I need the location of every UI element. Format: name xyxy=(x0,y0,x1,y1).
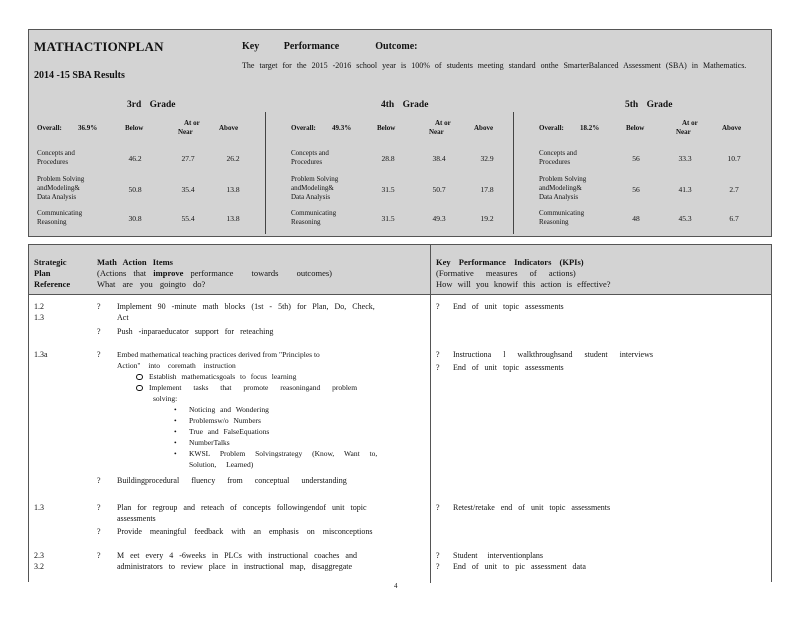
circle-bullet-icon xyxy=(136,385,143,391)
cell-near: 35.4 xyxy=(181,185,195,194)
kpo-outcome: Outcome: xyxy=(375,41,418,52)
bullet-marker: ? xyxy=(436,551,440,560)
cell-below: 48 xyxy=(632,214,640,223)
grade-title: 3rd Grade xyxy=(127,100,176,110)
overall-value: 18.2% xyxy=(580,124,600,132)
grade-divider xyxy=(265,112,266,234)
header-line: What are you goingto do? xyxy=(97,279,206,289)
bullet-marker: ? xyxy=(436,503,440,512)
col-near xyxy=(429,119,451,137)
cell-below: 30.8 xyxy=(128,214,142,223)
row-label-concepts xyxy=(291,149,353,167)
cell-near: 50.7 xyxy=(432,185,446,194)
document-title: MATHACTIONPLAN xyxy=(34,39,164,54)
header-line: Reference xyxy=(34,279,71,289)
cell-above: 10.7 xyxy=(727,154,741,163)
action-item xyxy=(117,301,417,323)
overall-label: Overall: xyxy=(291,124,316,132)
header-strategic-plan-reference xyxy=(34,257,70,290)
overall-label: Overall: xyxy=(37,124,62,132)
col-above: Above xyxy=(219,124,239,132)
header-text: (Actions that xyxy=(97,268,147,278)
cell-above: 13.8 xyxy=(226,214,240,223)
header-math-action-items xyxy=(97,257,417,290)
row-label-problem-solving xyxy=(291,175,353,202)
kpi-item: Retest/retake end of unit topic assessments xyxy=(453,503,611,512)
header-line: Math Action Items xyxy=(97,257,173,267)
action-item: Buildingprocedural fluency from conceptual understanding xyxy=(117,476,347,485)
col-near-line-2: Near xyxy=(429,128,444,136)
bullet-marker: ? xyxy=(97,327,101,336)
row-1-reference xyxy=(34,301,44,323)
bullet-line: • KWSL Problem Solvingstrategy (Know, Want to, xyxy=(189,449,378,458)
label-line: andModeling& xyxy=(37,184,80,192)
action-item xyxy=(117,550,417,572)
overall-value: 36.9% xyxy=(78,124,98,132)
cell-below: 46.2 xyxy=(128,154,142,163)
kpo-target-text: The target for the 2015 -2016 school year is 100% of students meeting standard onthe SmarterBalanced Assessment (SBA) in Mathematics. xyxy=(242,61,747,70)
bullet-item: • Noticing and Wondering xyxy=(189,404,269,415)
label-line: Data Analysis xyxy=(291,193,331,201)
cell-below: 31.5 xyxy=(381,185,395,194)
cell-below: 31.5 xyxy=(381,214,395,223)
sba-results-subtitle: 2014 -15 SBA Results xyxy=(34,70,125,81)
overall-label: Overall: xyxy=(539,124,564,132)
cell-near: 27.7 xyxy=(181,154,195,163)
grade-divider xyxy=(513,112,514,234)
sub-item-text: Implement tasks that promote reasoningand problem xyxy=(149,383,358,392)
label-line: Procedures xyxy=(291,158,323,166)
label-line: Problem Solving xyxy=(37,175,85,183)
row-label-concepts xyxy=(37,149,99,167)
sub-item xyxy=(136,382,396,404)
bullet-marker: ? xyxy=(436,562,440,571)
bullet-marker: ? xyxy=(436,302,440,311)
kpo-label: Key Performance xyxy=(242,41,340,52)
sub-item xyxy=(136,371,296,382)
row-label-problem-solving xyxy=(37,175,99,202)
cell-above: 17.8 xyxy=(480,185,494,194)
action-item: Provide meaningful feedback with an emphasis on misconceptions xyxy=(117,527,373,536)
ref-line: 1.2 xyxy=(34,302,44,311)
cell-below: 50.8 xyxy=(128,185,142,194)
grade-title: 5th Grade xyxy=(625,100,673,110)
kpi-item: End of unit to pic assessment data xyxy=(453,562,586,571)
bullet-marker: ? xyxy=(436,350,440,359)
label-line: Reasoning xyxy=(539,218,569,226)
action-line: Embed mathematical teaching practices derived from "Principles to xyxy=(117,350,320,359)
col-above: Above xyxy=(722,124,742,132)
bullet-marker: ? xyxy=(97,476,101,485)
col-near-line-1: At or xyxy=(682,119,698,127)
header-line: How will you knowif this action is effective? xyxy=(436,279,611,289)
cell-above: 6.7 xyxy=(729,214,739,223)
col-below: Below xyxy=(377,124,396,132)
action-line: administrators to review place in instructional map, disaggregate xyxy=(117,562,353,571)
action-item: Push -inparaeducator support for reteaching xyxy=(117,327,274,336)
col-above: Above xyxy=(474,124,494,132)
cell-near: 33.3 xyxy=(678,154,692,163)
page-number: 4 xyxy=(394,582,398,590)
kpi-item: End of unit topic assessments xyxy=(453,302,564,311)
header-line: Key Performance Indicators (KPIs) xyxy=(436,257,584,267)
cell-above: 13.8 xyxy=(226,185,240,194)
grade-4-results xyxy=(291,92,535,238)
cell-near: 41.3 xyxy=(678,185,692,194)
cell-below: 56 xyxy=(632,154,640,163)
row-3-reference: 1.3 xyxy=(34,503,44,512)
action-line: assessments xyxy=(117,514,156,523)
label-line: Concepts and xyxy=(291,149,329,157)
grade-title: 4th Grade xyxy=(381,100,429,110)
header-line xyxy=(97,268,417,279)
overall-value: 49.3% xyxy=(332,124,352,132)
action-plan-table xyxy=(28,244,772,582)
label-line: Problem Solving xyxy=(291,175,339,183)
label-line: Communicating xyxy=(291,209,337,217)
header-line: Plan xyxy=(34,268,51,278)
cell-near: 38.4 xyxy=(432,154,446,163)
label-line: Concepts and xyxy=(37,149,75,157)
sba-results-panel xyxy=(28,29,772,237)
label-line: Communicating xyxy=(539,209,585,217)
sub-item-text: solving: xyxy=(153,394,178,403)
row-label-communicating xyxy=(539,209,601,227)
bullet-marker: ? xyxy=(97,527,101,536)
label-line: andModeling& xyxy=(291,184,334,192)
bullet-marker: ? xyxy=(436,363,440,372)
col-below: Below xyxy=(626,124,645,132)
kpi-item: Student interventionplans xyxy=(453,551,543,560)
col-near-line-2: Near xyxy=(676,128,691,136)
label-line: Problem Solving xyxy=(539,175,587,183)
col-near xyxy=(676,119,698,137)
grade-5-results xyxy=(539,92,783,238)
action-line: M eet every 4 -6weeks in PLCs with instructional coaches and xyxy=(117,551,357,560)
circle-bullet-icon xyxy=(136,374,143,380)
label-line: Procedures xyxy=(37,158,69,166)
label-line: Concepts and xyxy=(539,149,577,157)
kpi-item: Instructiona l walkthroughsand student interviews xyxy=(453,350,653,359)
ref-line: 1.3 xyxy=(34,313,44,322)
action-item xyxy=(117,349,417,371)
row-4-reference xyxy=(34,550,44,572)
cell-near: 45.3 xyxy=(678,214,692,223)
label-line: Data Analysis xyxy=(539,193,579,201)
bullet-line: Solution, Learned) xyxy=(189,460,254,469)
label-line: Procedures xyxy=(539,158,571,166)
cell-above: 32.9 xyxy=(480,154,494,163)
bullet-marker: ? xyxy=(97,503,101,512)
cell-below: 56 xyxy=(632,185,640,194)
label-line: Communicating xyxy=(37,209,83,217)
action-line: Plan for regroup and reteach of concepts followingendof unit topic xyxy=(117,503,367,512)
col-near-line-1: At or xyxy=(184,119,200,127)
cell-above: 26.2 xyxy=(226,154,240,163)
cell-above: 19.2 xyxy=(480,214,494,223)
col-below: Below xyxy=(125,124,144,132)
bullet-item: • True and FalseEquations xyxy=(189,426,269,437)
header-line: (Formative measures of actions) xyxy=(436,268,576,278)
bullet-item: • NumberTalks xyxy=(189,437,230,448)
label-line: Data Analysis xyxy=(37,193,77,201)
header-kpis xyxy=(436,257,756,290)
label-line: Reasoning xyxy=(291,218,321,226)
bullet-marker: ? xyxy=(97,350,101,359)
ref-line: 3.2 xyxy=(34,562,44,571)
ref-line: 2.3 xyxy=(34,551,44,560)
header-emphasis: improve xyxy=(153,268,184,278)
action-line: Action" into coremath instruction xyxy=(117,361,236,370)
row-2-reference: 1.3a xyxy=(34,350,48,359)
col-near-line-2: Near xyxy=(178,128,193,136)
kpi-item: End of unit topic assessments xyxy=(453,363,564,372)
header-line: Strategic xyxy=(34,257,67,267)
sub-item-text: Establish mathematicsgoals to focus learning xyxy=(149,372,297,381)
row-label-concepts xyxy=(539,149,601,167)
cell-near: 55.4 xyxy=(181,214,195,223)
kpo-heading xyxy=(242,41,417,52)
cell-below: 28.8 xyxy=(381,154,395,163)
row-label-problem-solving xyxy=(539,175,601,202)
action-line: Act xyxy=(117,313,129,322)
row-label-communicating xyxy=(37,209,99,227)
bullet-item xyxy=(189,448,409,470)
bullet-item: • Problemsw/o Numbers xyxy=(189,415,261,426)
cell-above: 2.7 xyxy=(729,185,739,194)
label-line: andModeling& xyxy=(539,184,582,192)
action-item xyxy=(117,502,417,524)
bullet-marker: ? xyxy=(97,302,101,311)
col-near xyxy=(178,119,200,137)
label-line: Reasoning xyxy=(37,218,67,226)
header-text: performance towards outcomes) xyxy=(190,268,332,278)
bullet-marker: ? xyxy=(97,551,101,560)
column-divider xyxy=(430,245,431,583)
cell-near: 49.3 xyxy=(432,214,446,223)
row-label-communicating xyxy=(291,209,353,227)
grade-3-results xyxy=(33,92,277,238)
col-near-line-1: At or xyxy=(435,119,451,127)
action-line: Implement 90 -minute math blocks (1st - 5th) for Plan, Do, Check, xyxy=(117,302,375,311)
